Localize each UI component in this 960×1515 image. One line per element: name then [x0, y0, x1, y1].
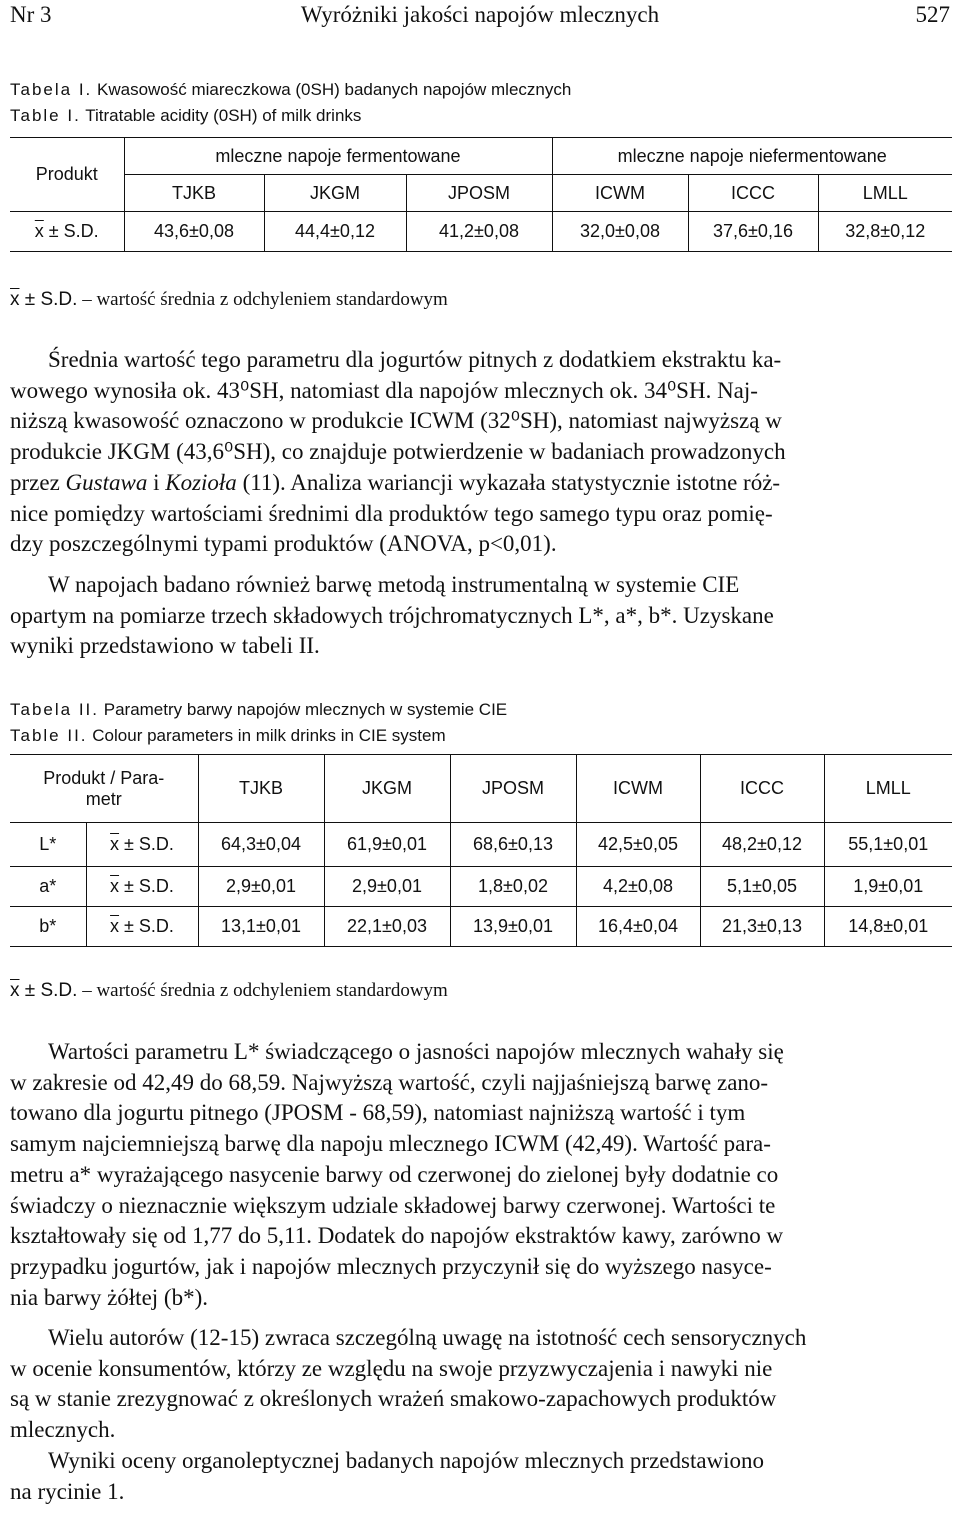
table2-cell: 68,6±0,13 [450, 823, 576, 867]
text-line: towano dla jogurtu pitnego (JPOSM - 68,59), natomiast najniższą wartość i tym [10, 1100, 746, 1126]
table2-cell: 42,5±0,05 [576, 823, 700, 867]
text-line: Średnia wartość tego parametru dla jogurtów pitnych z dodatkiem ekstraktu ka- [48, 347, 782, 372]
table1-col-header: ICCC [688, 175, 818, 212]
table2-cell: 4,2±0,08 [576, 867, 700, 907]
table2-col-header: JKGM [324, 755, 450, 823]
text-line: świadczy o nieznacznie większym udziale składowej barwy czerwonej. Wartości te [10, 1192, 776, 1218]
table1-col-header: JKGM [264, 175, 406, 212]
text-line: Wyniki oceny organoleptycznej badanych napojów mlecznych przedstawiono [48, 1448, 765, 1473]
table1-col-header: TJKB [124, 175, 264, 212]
table1-col-header: JPOSM [406, 175, 552, 212]
table1-cell: 32,0±0,08 [552, 212, 688, 252]
text-line: produkcie JKGM (43,6⁰SH), co znajduje potwierdzenie w badaniach prowadzonych [10, 439, 786, 465]
table2-stat: $\overline{x} \pm S.D$. [86, 867, 198, 907]
page-number: 527 [915, 2, 950, 27]
text-line: W napojach badano również barwę metodą instrumentalną w systemie CIE [48, 572, 740, 597]
table2-footnote-symbol: $\overline{x} \pm S.D$. [10, 980, 78, 1001]
author-name: Gustawa [65, 469, 148, 495]
table2-col-header: LMLL [824, 755, 952, 823]
mean-symbol: $\overline{x}$ [34, 221, 44, 241]
table2-cell: 22,1±0,03 [324, 907, 450, 947]
table1-header-row-2 [10, 175, 952, 212]
mean-symbol: $\overline{x}$ [110, 876, 120, 896]
table2-row [10, 867, 952, 907]
table1-col-header: LMLL [818, 175, 952, 212]
table2-cell: 14,8±0,01 [824, 907, 952, 947]
text-line: Wartości parametru L* świadczącego o jasności napojów mlecznych wahały się [48, 1039, 784, 1064]
text-line: przez Gustawa i Kozioła (11). Analiza wariancji wykazała statystycznie istotne róż- [10, 469, 781, 495]
table2-param: a* [10, 867, 86, 907]
table2-caption-pl-text: Parametry barwy napojów mlecznych w systemie CIE [103, 700, 508, 719]
text-line: kształtowały się od 1,77 do 5,11. Dodatek do napojów ekstraktów kawy, zarówno w [10, 1223, 784, 1249]
table2-corner-header [10, 755, 198, 823]
table1-cell: 37,6±0,16 [688, 212, 818, 252]
table2-cell: 13,1±0,01 [198, 907, 324, 947]
paragraph-1 [10, 345, 952, 560]
table1-caption-pl [10, 80, 571, 100]
mean-symbol: $\overline{x}$ [10, 980, 20, 1001]
table2-col-header: ICWM [576, 755, 700, 823]
paragraph-5 [10, 1446, 952, 1507]
table2-cell: 61,9±0,01 [324, 823, 450, 867]
table2-col-header: ICCC [700, 755, 824, 823]
paragraph-2 [10, 570, 952, 662]
table2-row [10, 823, 952, 867]
table1-row-header: Produkt [10, 138, 124, 212]
table2 [10, 754, 952, 947]
text-line: są w stanie zrezygnować z określonych wrażeń smakowo-zapachowych produktów [10, 1386, 777, 1412]
table2-col-header: TJKB [198, 755, 324, 823]
table2-cell: 5,1±0,05 [700, 867, 824, 907]
text-line: samym najciemniejszą barwę dla napoju mlecznego ICWM (42,49). Wartość para- [10, 1131, 771, 1157]
table2-cell: 1,8±0,02 [450, 867, 576, 907]
table2-cell: 1,9±0,01 [824, 867, 952, 907]
text-line: przypadku jogurtów, jak i napojów mlecznych przyczynił się do wyższego nasyce- [10, 1253, 772, 1279]
table2-caption-en-text: Colour parameters in milk drinks in CIE system [92, 726, 446, 745]
table2-stat: $\overline{x} \pm S.D$. [86, 907, 198, 947]
mean-symbol: $\overline{x}$ [10, 289, 20, 310]
table2-cell: 64,3±0,04 [198, 823, 324, 867]
mean-symbol: $\overline{x}$ [110, 834, 120, 854]
text-line: opartym na pomiarze trzech składowych trójchromatycznych L*, a*, b*. Uzyskane [10, 602, 774, 628]
table1-cell: 32,8±0,12 [818, 212, 952, 252]
table1-col-header: ICWM [552, 175, 688, 212]
text-line: metru a* wyrażającego nasycenie barwy od czerwonej do zielonej były dodatnie co [10, 1161, 779, 1187]
text-line: mlecznych. [10, 1417, 116, 1443]
table1-cell: 44,4±0,12 [264, 212, 406, 252]
table2-param: L* [10, 823, 86, 867]
table1-cell: 41,2±0,08 [406, 212, 552, 252]
text-line: wyniki przedstawiono w tabeli II. [10, 633, 320, 659]
paragraph-4 [10, 1323, 952, 1446]
table2-stat: $\overline{x} \pm S.D$. [86, 823, 198, 867]
table2-footnote-text: – wartość średnia z odchyleniem standardowym [82, 980, 448, 1001]
text-line: na rycinie 1. [10, 1478, 125, 1504]
text-line: nice pomiędzy wartościami średnimi dla produktów tego samego typu oraz pomię- [10, 500, 773, 526]
table2-cell: 21,3±0,13 [700, 907, 824, 947]
author-name: Kozioła [165, 469, 237, 495]
table2-footnote [10, 980, 448, 1002]
journal-issue: Nr 3 [10, 2, 52, 27]
table2-caption-en-label: Table II. [10, 726, 88, 745]
table1-footnote [10, 289, 448, 311]
table1-header-row-1 [10, 138, 952, 175]
table1-caption-en-label: Table I. [10, 106, 81, 125]
paragraph-3 [10, 1037, 952, 1313]
text-line: nia barwy żółtej (b*). [10, 1284, 208, 1310]
table1-cell: 43,6±0,08 [124, 212, 264, 252]
text-line: Wielu autorów (12-15) zwraca szczególną uwagę na istotność cech sensorycznych [48, 1325, 807, 1350]
table1-caption-en-text: Titratable acidity (0SH) of milk drinks [85, 106, 362, 125]
table2-header-row [10, 755, 952, 823]
table1-group-fermented: mleczne napoje fermentowane [124, 138, 552, 175]
mean-symbol: $\overline{x}$ [110, 916, 120, 936]
table2-row [10, 907, 952, 947]
table1-caption-pl-text: Kwasowość miareczkowa (0SH) badanych napojów mlecznych [97, 80, 572, 99]
table2-cell: 16,4±0,04 [576, 907, 700, 947]
table1-group-nonfermented: mleczne napoje niefermentowane [552, 138, 952, 175]
table1-caption-en [10, 106, 361, 126]
table2-caption-pl-label: Tabela II. [10, 700, 99, 719]
table2-param: b* [10, 907, 86, 947]
table2-cell: 13,9±0,01 [450, 907, 576, 947]
table2-cell: 55,1±0,01 [824, 823, 952, 867]
table2-col-header: JPOSM [450, 755, 576, 823]
table2-corner-line: metr [85, 788, 122, 809]
table2-cell: 48,2±0,12 [700, 823, 824, 867]
table1-footnote-symbol: $\overline{x} \pm S.D$. [10, 289, 78, 310]
text-line: w zakresie od 42,49 do 68,59. Najwyższą wartość, czyli najjaśniejszą barwę zano- [10, 1069, 769, 1095]
text-line: dzy poszczególnymi typami produktów (ANOVA, p<0,01). [10, 531, 557, 557]
text-line: w ocenie konsumentów, którzy ze względu na swoje przyzwyczajenia i nawyki nie [10, 1355, 773, 1381]
table1-row [10, 212, 952, 252]
text-line: wowego wynosiła ok. 43⁰SH, natomiast dla napojów mlecznych ok. 34⁰SH. Naj- [10, 377, 758, 403]
table2-corner-line: Produkt / Para- [43, 767, 165, 788]
running-title: Wyróżniki jakości napojów mlecznych [300, 2, 660, 27]
table2-cell: 2,9±0,01 [198, 867, 324, 907]
text-line: niższą kwasowość oznaczono w produkcie ICWM (32⁰SH), natomiast najwyższą w [10, 408, 782, 434]
table2-caption-en [10, 726, 446, 746]
table1 [10, 137, 952, 252]
table1-footnote-text: – wartość średnia z odchyleniem standardowym [82, 289, 448, 310]
table1-caption-pl-label: Tabela I. [10, 80, 93, 99]
table2-cell: 2,9±0,01 [324, 867, 450, 907]
table2-caption-pl [10, 700, 507, 720]
table1-stat-label: $\overline{x} \pm S.D$. [10, 212, 124, 252]
